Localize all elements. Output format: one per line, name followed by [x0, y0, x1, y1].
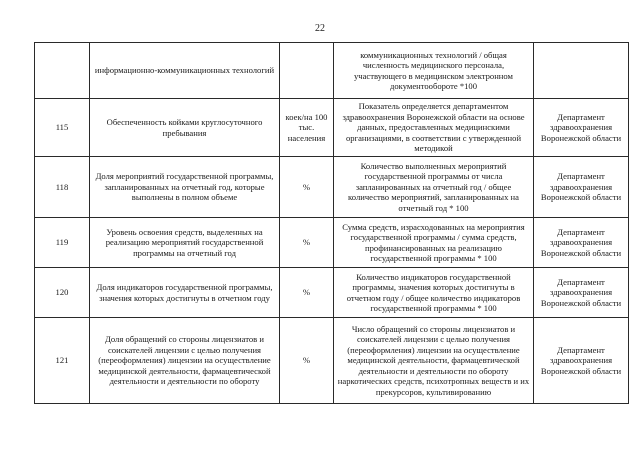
- responsible-body: Департамент здравоохранения Воронежской области: [534, 218, 629, 268]
- unit-of-measure: %: [280, 318, 334, 404]
- calculation-method: Количество индикаторов государственной программы, значения которых достигнуты в отчетном году / общее количество индикаторов государственной программы * 100: [334, 268, 534, 318]
- unit-of-measure: %: [280, 218, 334, 268]
- responsible-body: Департамент здравоохранения Воронежской области: [534, 318, 629, 404]
- responsible-body: Департамент здравоохранения Воронежской области: [534, 157, 629, 218]
- table-row: [35, 43, 629, 99]
- row-number: [35, 43, 90, 99]
- indicator-name: Доля индикаторов государственной программы, значения которых достигнуты в отчетном году: [90, 268, 280, 318]
- table-row: [35, 318, 629, 404]
- unit-of-measure: %: [280, 157, 334, 218]
- table-row: [35, 268, 629, 318]
- responsible-body: [534, 43, 629, 99]
- responsible-body: Департамент здравоохранения Воронежской области: [534, 99, 629, 157]
- table-row: [35, 218, 629, 268]
- row-number: 115: [35, 99, 90, 157]
- row-number: 118: [35, 157, 90, 218]
- table-row: [35, 157, 629, 218]
- calculation-method: Показатель определяется департаментом здравоохранения Воронежской области на основе данных, предоставленных медицинскими организациями, в соответствии с утвержденной методикой: [334, 99, 534, 157]
- row-number: 121: [35, 318, 90, 404]
- indicator-name: Обеспеченность койками круглосуточного пребывания: [90, 99, 280, 157]
- indicator-name: информационно-коммуникационных технологий: [90, 43, 280, 99]
- calculation-method: коммуникационных технологий / общая численность медицинского персонала, участвующего в медицинском электронном документообороте *100: [334, 43, 534, 99]
- indicator-name: Доля мероприятий государственной программы, запланированных на отчетный год, которые выполнены в полном объеме: [90, 157, 280, 218]
- calculation-method: Число обращений со стороны лицензиатов и соискателей лицензии с целью получения (переоформления) лицензии на осуществление медицинской деятельности, фармацевтической деятельности и деятельности по обороту наркотических средств, психотропных веществ и их прекурсоров, культивированию: [334, 318, 534, 404]
- row-number: 119: [35, 218, 90, 268]
- table-row: [35, 99, 629, 157]
- row-number: 120: [35, 268, 90, 318]
- calculation-method: Сумма средств, израсходованных на мероприятия государственной программы / сумма средств, профинансированных на реализацию государственной программы * 100: [334, 218, 534, 268]
- unit-of-measure: [280, 43, 334, 99]
- unit-of-measure: %: [280, 268, 334, 318]
- indicator-name: Доля обращений со стороны лицензиатов и соискателей лицензии с целью получения (переоформления) лицензии на осуществление медицинской деятельности, фармацевтической деятельности и деятельности по обороту: [90, 318, 280, 404]
- page-number: 22: [315, 23, 325, 34]
- unit-of-measure: коек/на 100 тыс. населения: [280, 99, 334, 157]
- calculation-method: Количество выполненных мероприятий государственной программы от числа запланированных на отчетный год / общее количество мероприятий, запланированных на отчетный год * 100: [334, 157, 534, 218]
- indicators-table: [34, 42, 629, 404]
- indicator-name: Уровень освоения средств, выделенных на реализацию мероприятий государственной программы на отчетный год: [90, 218, 280, 268]
- responsible-body: Департамент здравоохранения Воронежской области: [534, 268, 629, 318]
